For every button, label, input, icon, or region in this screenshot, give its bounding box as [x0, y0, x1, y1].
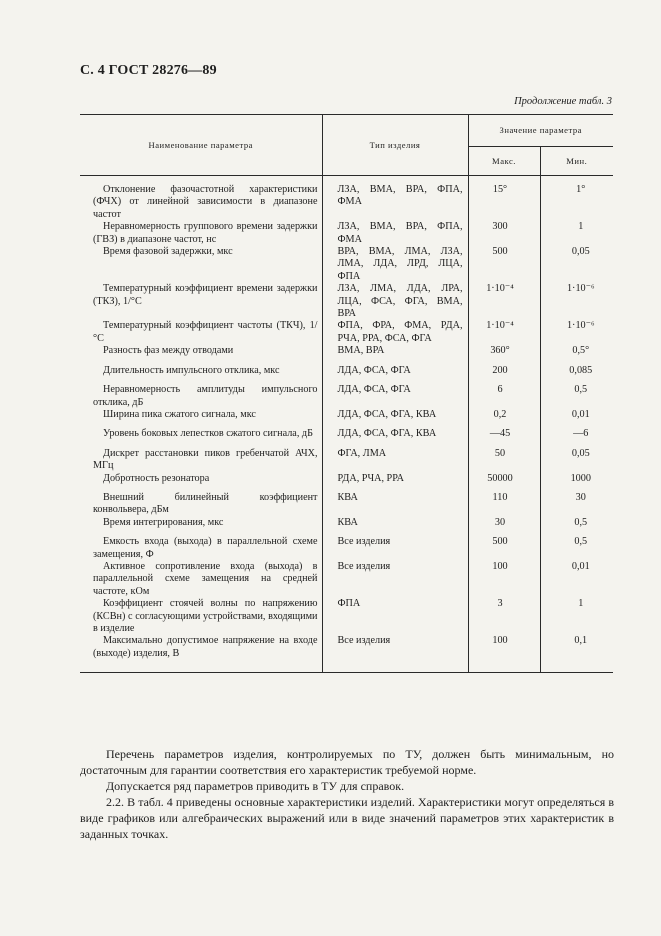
parameter-name: Температурный коэффициент частоты (ТКЧ), 1/°С — [93, 320, 318, 344]
value-min: 1·10⁻⁶ — [566, 283, 595, 295]
header-product-type: Тип изделия — [322, 115, 468, 176]
parameter-name: Ширина пика сжатого сигнала, мкс — [103, 408, 256, 420]
parameter-name: Длительность импульсного отклика, мкс — [103, 364, 280, 376]
parameter-name: Отклонение фазочастотной характеристики (ФЧХ) от линейной зависимости в диапазоне частот — [93, 184, 318, 220]
table-row — [80, 246, 613, 283]
value-max: 0,2 — [468, 409, 540, 428]
table-row — [80, 448, 613, 473]
value-min: 1° — [576, 184, 586, 195]
value-min: 30 — [575, 491, 586, 503]
table-row — [80, 365, 613, 384]
table-row — [80, 176, 613, 222]
header-min: Мин. — [540, 147, 613, 176]
value-max: 3 — [468, 598, 540, 635]
value-min: 0,01 — [571, 560, 590, 572]
product-type: ЛДА, ФСА, ФГА, КВА — [322, 428, 468, 447]
value-max: 15° — [468, 176, 540, 222]
value-min: 1000 — [570, 472, 591, 484]
parameter-name: Разность фаз между отводами — [103, 345, 234, 357]
table-row — [80, 428, 613, 447]
table-row — [80, 283, 613, 320]
product-type: Все изделия — [322, 561, 468, 598]
header-parameter-value: Значение параметра — [468, 115, 613, 147]
value-min: 0,1 — [540, 635, 613, 672]
parameter-name: Коэффициент стоячей волны по напряжению (КСВн) с согласующими устройствами, входящими в изделие — [93, 598, 318, 634]
value-min: 0,5° — [572, 345, 590, 357]
table-row — [80, 345, 613, 364]
parameter-name: Внешний билинейный коэффициент конвольвера, дБм — [93, 491, 318, 516]
product-type: Все изделия — [322, 635, 468, 672]
parameter-name: Уровень боковых лепестков сжатого сигнала, дБ — [103, 428, 313, 440]
parameter-name: Время фазовой задержки, мкс — [103, 246, 233, 258]
value-min: 1 — [578, 221, 584, 233]
product-type: ЛЗА, ВМА, ВРА, ФПА, ФМА — [322, 176, 468, 222]
parameter-name: Время интегрирования, мкс — [103, 516, 224, 528]
value-max: 500 — [468, 246, 540, 283]
value-max: 110 — [468, 492, 540, 517]
product-type: ЛДА, ФСА, ФГА — [322, 384, 468, 409]
product-type: ФГА, ЛМА — [322, 448, 468, 473]
product-type: ЛДА, ФСА, ФГА — [322, 365, 468, 384]
parameter-name: Температурный коэффициент времени задержки (ТКЗ), 1/°С — [93, 283, 318, 307]
value-min: 1 — [578, 598, 584, 610]
value-min: 0,5 — [574, 516, 588, 528]
paragraph-reference-params: Допускается ряд параметров приводить в ТУ для справок. — [106, 779, 405, 793]
value-max: 6 — [468, 384, 540, 409]
page-title: С. 4 ГОСТ 28276—89 — [80, 63, 217, 78]
value-min: 1·10⁻⁶ — [566, 320, 595, 332]
parameter-name: Активное сопротивление входа (выхода) в параллельной схеме замещения на средней частоте, кОм — [93, 560, 318, 597]
table-row — [80, 517, 613, 536]
product-type: Все изделия — [322, 536, 468, 561]
table-row — [80, 473, 613, 492]
product-type: ФПА, ФРА, ФМА, РДА, РЧА, РРА, ФСА, ФГА — [322, 320, 468, 345]
table-row — [80, 221, 613, 246]
value-min: 0,5 — [574, 536, 588, 548]
value-max: 100 — [468, 561, 540, 598]
value-max: 300 — [468, 221, 540, 246]
product-type: ЛЗА, ЛМА, ЛДА, ЛРА, ЛЦА, ФСА, ФГА, ВМА, ВРА — [322, 283, 468, 320]
header-parameter-name: Наименование параметра — [80, 115, 322, 176]
product-type: КВА — [322, 517, 468, 536]
product-type: ВРА, ВМА, ЛМА, ЛЗА, ЛМА, ЛДА, ЛРД, ЛЦА, ФПА — [322, 246, 468, 283]
value-min: 0,05 — [571, 246, 590, 258]
table-row — [80, 409, 613, 428]
table-row — [80, 320, 613, 345]
table-row — [80, 384, 613, 409]
parameters-table — [80, 114, 613, 673]
value-min: —6 — [573, 428, 589, 440]
value-max: 200 — [468, 365, 540, 384]
value-max: 500 — [468, 536, 540, 561]
parameter-name: Добротность резонатора — [103, 472, 210, 484]
value-min: 0,085 — [569, 364, 593, 376]
value-min: 0,01 — [571, 408, 590, 420]
table-row — [80, 598, 613, 635]
body-text — [80, 746, 614, 842]
paragraph-parameter-list: Перечень параметров изделия, контролируемых по ТУ, должен быть минимальным, но достаточным для гарантии соответствия его характеристик требуемой норме. — [80, 747, 614, 777]
table-row — [80, 536, 613, 561]
header-max: Макс. — [468, 147, 540, 176]
table-continuation-label: Продолжение табл. 3 — [514, 96, 612, 107]
value-max: 30 — [468, 517, 540, 536]
parameter-name: Максимально допустимое напряжение на входе (выходе) изделия, В — [93, 635, 318, 659]
product-type: РДА, РЧА, РРА — [322, 473, 468, 492]
value-max: 100 — [468, 635, 540, 672]
value-max: 50 — [468, 448, 540, 473]
table-row — [80, 561, 613, 598]
parameter-name: Неравномерность группового времени задержки (ГВЗ) в диапазоне частот, нс — [93, 221, 318, 245]
product-type: ФПА — [322, 598, 468, 635]
product-type: КВА — [322, 492, 468, 517]
table-row — [80, 635, 613, 672]
value-max: 360° — [468, 345, 540, 364]
product-type: ЛЗА, ВМА, ВРА, ФПА, ФМА — [322, 221, 468, 246]
value-max: 50000 — [468, 473, 540, 492]
value-max: 1·10⁻⁴ — [468, 283, 540, 320]
product-type: ЛДА, ФСА, ФГА, КВА — [322, 409, 468, 428]
value-min: 0,05 — [571, 447, 590, 459]
product-type: ВМА, ВРА — [322, 345, 468, 364]
value-max: —45 — [468, 428, 540, 447]
value-min: 0,5 — [574, 384, 588, 396]
parameter-name: Емкость входа (выхода) в параллельной схеме замещения, Ф — [93, 536, 318, 560]
parameter-name: Неравномерность амплитуды импульсного отклика, дБ — [93, 384, 318, 408]
parameter-name: Дискрет расстановки пиков гребенчатой АЧХ, МГц — [93, 447, 318, 472]
paragraph-section-2-2: 2.2. В табл. 4 приведены основные характеристики изделий. Характеристики могут определяться в виде графиков или алгебраических выражений или в виде значений параметров этих характеристик в заданных точках. — [80, 795, 614, 841]
value-max: 1·10⁻⁴ — [468, 320, 540, 345]
table-row — [80, 492, 613, 517]
